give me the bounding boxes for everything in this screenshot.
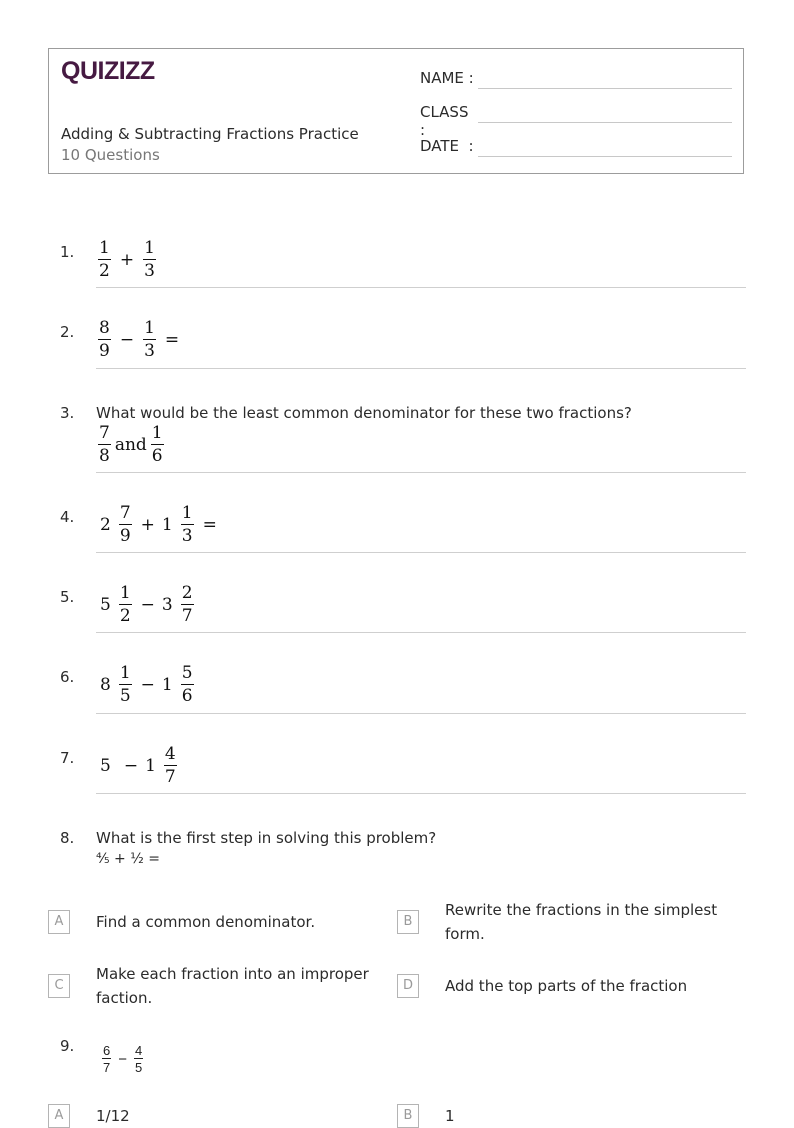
operator: − [140,675,155,695]
whole-number: 5 [100,595,111,615]
question-number: 1. [60,243,75,261]
option-letter-box[interactable]: B [397,1104,419,1128]
worksheet-header [48,48,744,174]
answer-line [96,368,746,369]
answer-line [96,793,746,794]
operator: − [140,595,155,615]
date-line[interactable] [478,156,732,157]
worksheet-title: Adding & Subtracting Fractions Practice [61,125,359,143]
question-number: 9. [60,1037,75,1055]
fraction: $\frac{8}{9}$ [99,318,110,361]
fraction: $\frac{1}{3}$ [144,238,155,281]
fraction: $\frac{2}{7}$ [181,583,193,626]
fraction: $\frac{1}{5}$ [119,663,131,706]
fraction: $\frac{1}{3}$ [144,318,155,361]
answer-line [96,287,746,288]
fraction: $\frac{1}{2}$ [99,238,110,281]
fraction: $\frac{6}{7}$ [103,1043,111,1075]
option-text: Find a common denominator. [96,913,316,931]
answer-line [96,632,746,633]
question-number: 4. [60,508,75,526]
whole-number: 1 [161,515,173,535]
math-expression [96,585,746,625]
name-line[interactable] [478,88,732,89]
math-expression [96,505,746,545]
math-expression [96,240,746,280]
equals-sign: = [202,515,217,535]
operator: + [119,250,135,270]
name-field[interactable] [420,69,476,87]
operator: − [118,1050,127,1068]
whole-number: 5 [100,756,111,776]
fraction: $\frac{4}{5}$ [135,1043,143,1075]
option-letter-box[interactable]: A [48,910,70,934]
fraction: $\frac{7}{9}$ [119,503,131,546]
equals-sign: = [164,330,180,350]
class-label: CLASS : [420,103,469,139]
quizizz-logo: QUIZIZZ [61,57,155,85]
date-label: DATE : [420,137,474,155]
option-letter-box[interactable]: C [48,974,70,998]
class-line[interactable] [478,122,732,123]
question-subtext: ⅘ + ½ = [96,851,160,867]
option-text: Make each fraction into an improper faction. [96,965,369,1007]
operator: − [123,756,139,776]
fraction: $\frac{4}{7}$ [164,744,176,787]
fraction: $\frac{1}{3}$ [181,503,193,546]
whole-number: 1 [145,756,156,776]
fraction: $\frac{1}{6}$ [151,423,163,466]
date-field[interactable] [420,137,476,155]
question-number: 6. [60,668,75,686]
whole-number: 8 [100,675,111,695]
answer-line [96,713,746,714]
math-expression [96,746,746,786]
option-text: 1/12 [96,1107,130,1125]
question-number: 7. [60,749,75,767]
question-number: 3. [60,404,75,422]
answer-line [96,472,746,473]
math-image [96,1044,746,1074]
math-expression [96,665,746,705]
math-expression [96,320,746,360]
option-letter-box[interactable]: B [397,910,419,934]
fraction: $\frac{5}{6}$ [181,663,193,706]
question-number: 8. [60,829,75,847]
whole-number: 3 [161,595,173,615]
option-text: Rewrite the fractions in the simplest form. [445,901,718,943]
fraction: $\frac{1}{2}$ [119,583,131,626]
option-letter-box[interactable]: D [397,974,419,998]
operator: − [119,330,135,350]
question-count: 10 Questions [61,146,160,164]
conjunction: and [114,435,147,455]
answer-line [96,552,746,553]
fraction: $\frac{7}{8}$ [99,423,110,466]
operator: + [140,515,155,535]
question-number: 2. [60,323,75,341]
question-text: What is the first step in solving this problem? [96,829,437,847]
question-text: What would be the least common denominator for these two fractions? [96,404,632,422]
option-text: 1 [445,1107,455,1125]
option-text: Add the top parts of the fraction [445,977,688,995]
class-field[interactable] [420,103,476,139]
name-label: NAME : [420,69,474,87]
whole-number: 2 [100,515,111,535]
question-number: 5. [60,588,75,606]
math-expression [96,425,746,465]
option-letter-box[interactable]: A [48,1104,70,1128]
whole-number: 1 [161,675,173,695]
